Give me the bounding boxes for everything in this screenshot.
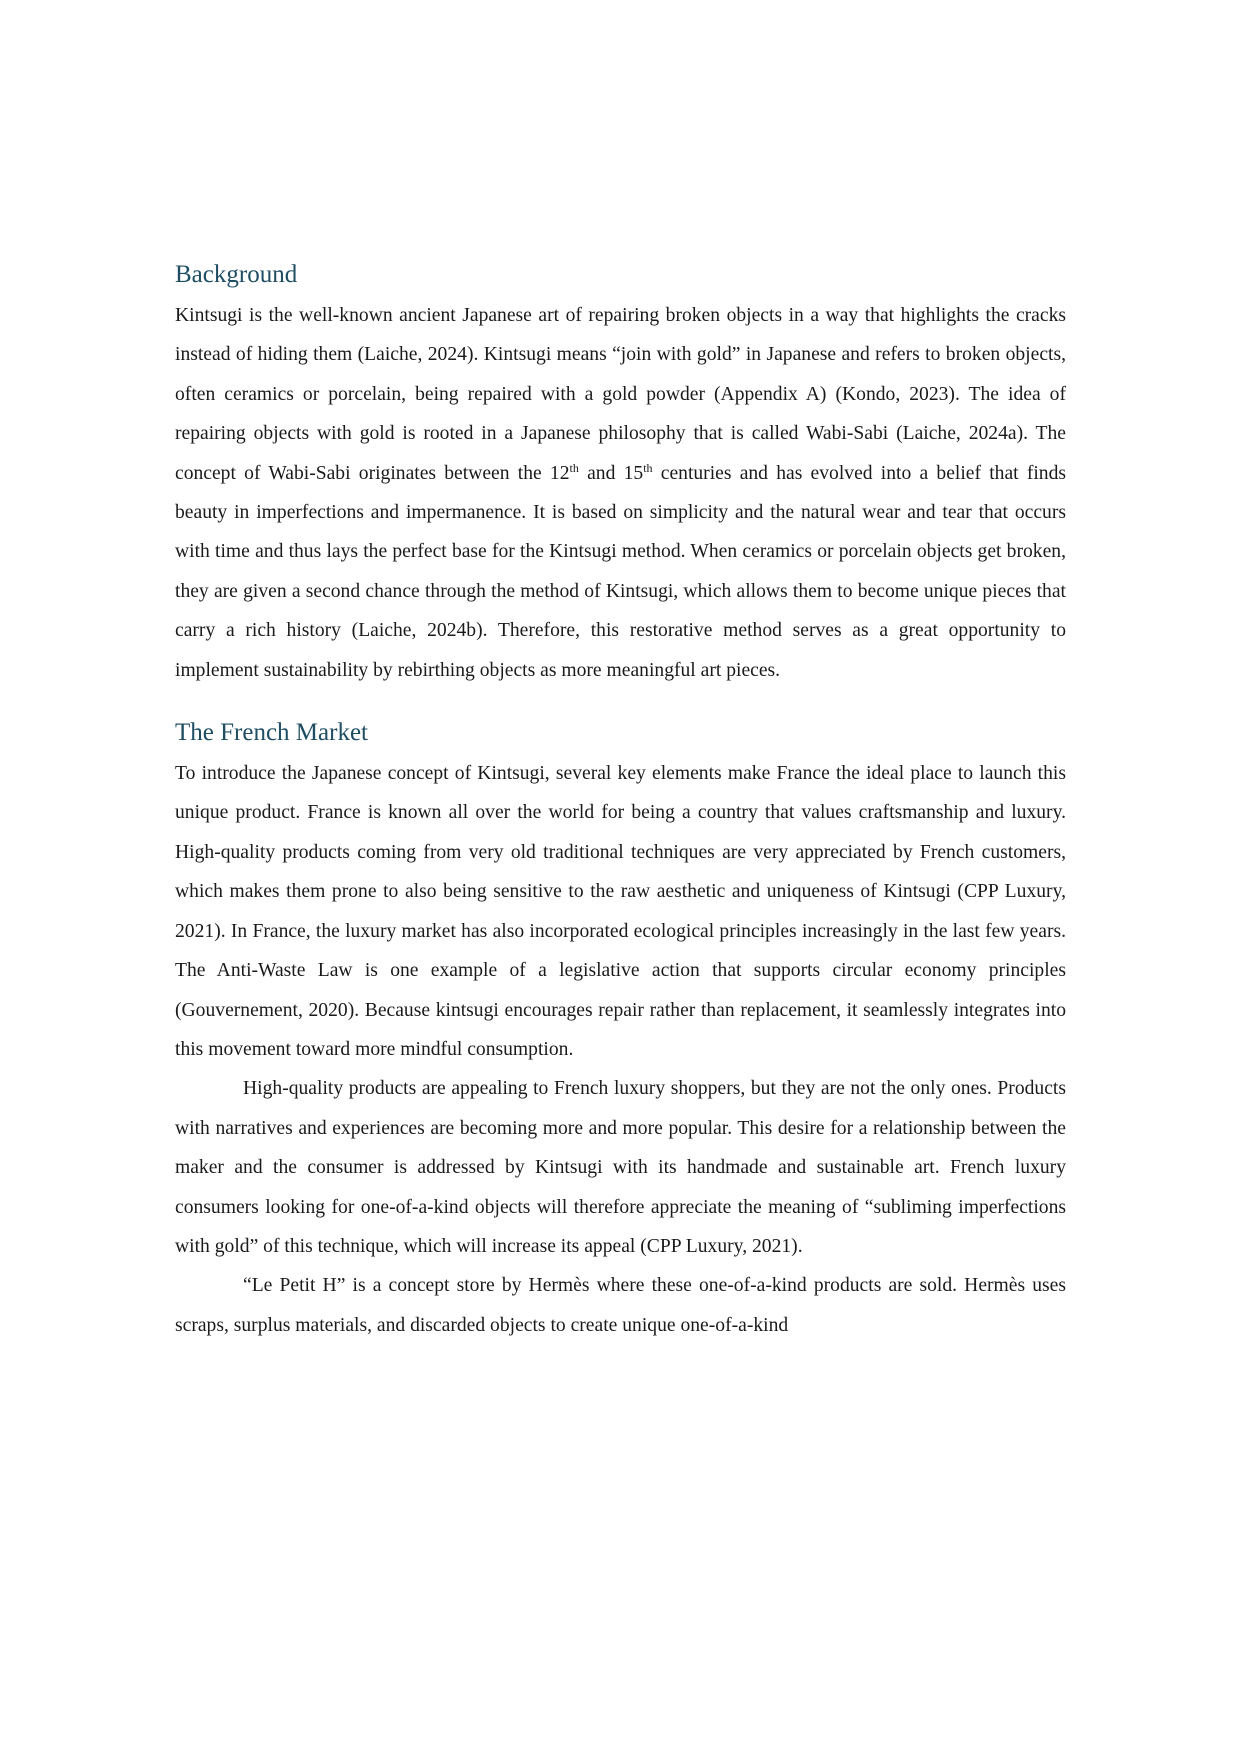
text-run: and 15 [578,462,644,484]
document-page [175,258,1066,1345]
section-spacer [175,690,1066,716]
paragraph-french-market-2: High-quality products are appealing to French luxury shoppers, but they are not the only ones. Products with narratives and experiences are becoming more and more popular. This desire for a relationship between the maker and the consumer is addressed by Kintsugi with its handmade and sustainable art. French luxury consumers looking for one-of-a-kind objects will therefore appreciate the meaning of “subliming imperfections with gold” of this technique, which will increase its appeal (CPP Luxury, 2021). [175,1078,1066,1257]
section-heading-background: Background [175,261,298,288]
superscript: th [569,460,579,475]
text-run: centuries and has evolved into a belief that finds beauty in imperfections and impermanence. It is based on simplicity and the natural wear and tear that occurs with time and thus lays the perfect base for the Kintsugi method. When ceramics or porcelain objects get broken, they are given a second chance through the method of Kintsugi, which allows them to become unique pieces that carry a rich history (Laiche, 2024b). Therefore, this restorative method serves as a great opportunity to implement sustainability by rebirthing objects as more meaningful art pieces. [175,462,1067,681]
paragraph-background-1 [175,296,1066,690]
paragraph-french-market-1: To introduce the Japanese concept of Kintsugi, several key elements make France the ideal place to launch this unique product. France is known all over the world for being a country that values craftsmanship and luxury. High-quality products coming from very old traditional techniques are very appreciated by French customers, which makes them prone to also being sensitive to the raw aesthetic and uniqueness of Kintsugi (CPP Luxury, 2021). In France, the luxury market has also incorporated ecological principles increasingly in the last few years. The Anti-Waste Law is one example of a legislative action that supports circular economy principles (Gouvernement, 2020). Because kintsugi encourages repair rather than replacement, it seamlessly integrates into this movement toward more mindful consumption. [175,763,1066,1060]
text-run: Kintsugi is the well-known ancient Japanese art of repairing broken objects in a way that highlights the cracks instead of hiding them (Laiche, 2024). Kintsugi means “join with gold” in Japanese and refers to broken objects, often ceramics or porcelain, being repaired with a gold powder (Appendix A) (Kondo, 2023). The idea of repairing objects with gold is rooted in a Japanese philosophy that is called Wabi-Sabi (Laiche, 2024a). The concept of Wabi-Sabi originates between the 12 [175,305,1066,484]
paragraph-french-market-3: “Le Petit H” is a concept store by Hermès where these one-of-a-kind products are sold. Hermès uses scraps, surplus materials, and discarded objects to create unique one-of-a-kind [175,1275,1066,1336]
section-heading-french-market: The French Market [175,719,368,747]
superscript: th [643,460,653,475]
